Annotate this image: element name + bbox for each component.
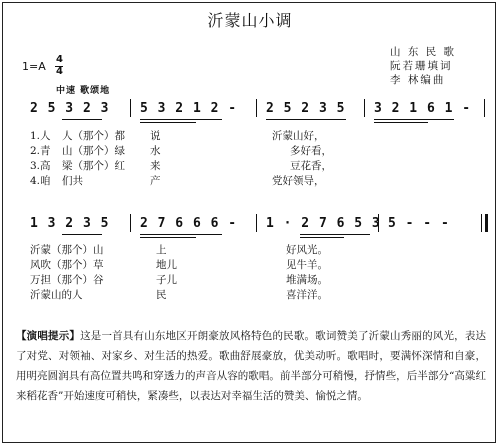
underline-beam: [140, 119, 222, 120]
underline-beam: [266, 119, 346, 120]
lyric-v4-a: 4.咱: [30, 175, 51, 187]
lyric-v2-a: 2.青: [30, 145, 51, 157]
lyric-l2-v2-c: 见牛羊。: [286, 259, 328, 271]
line2-measure-1: 1 3 2 3 5: [30, 216, 110, 231]
line1-measure-2: 5 3 2 1 2 -: [140, 101, 238, 116]
credit-lyricist: 阮若珊填词: [390, 60, 453, 72]
underline-beam: [374, 122, 428, 123]
key-signature: 1=A: [22, 60, 46, 73]
line2-measure-4: 5 - - -: [388, 216, 450, 231]
tips-text: 这是一首具有山东地区开朗豪放风格特色的民歌。歌词赞美了沂蒙山秀丽的风光，表达了对党、对领袖、对家乡、对生活的热爱。歌曲舒展豪放，优美动听。歌唱时，要满怀深情和自豪，用明亮圆润具有高位置共鸣和穿透力的声音从容的歌唱。前半部分可稍慢，抒情些，后半部分“高粱红来稻花香”开始速度可稍快，紧凑些，以表达对幸福生活的赞美、愉悦之情。: [16, 330, 487, 402]
lyric-l2-v3-b: 子儿: [156, 274, 177, 286]
underline-beam: [300, 234, 370, 235]
lyric-v1-b: 人（那个）都: [62, 130, 125, 142]
barline: [256, 214, 257, 232]
line2-measure-2: 2 7 6 6 6 -: [140, 216, 238, 231]
underline-beam: [140, 234, 222, 235]
lyric-v2-b: 山（那个）绿: [62, 145, 125, 157]
lyric-l2-v2-a: 风吹（那个）草: [30, 259, 104, 271]
line2-measure-3: 1 · 2 7 6 5 3: [266, 216, 381, 231]
time-signature-bottom: 4: [56, 66, 63, 77]
lyric-v1-a: 1.人: [30, 130, 51, 142]
time-signature-top: 4: [56, 54, 63, 65]
underline-beam: [300, 237, 344, 238]
line1-measure-3: 2 5 2 3 5: [266, 101, 346, 116]
lyric-l2-v1-c: 好风光。: [286, 244, 328, 256]
barline: [378, 214, 379, 232]
barline: [130, 99, 131, 117]
lyric-v3-b: 梁（那个）红: [62, 160, 125, 172]
line1-measure-1: 2 5 3 2 3: [30, 101, 110, 116]
performance-tips: [16, 326, 486, 406]
lyric-l2-v4-b: 民: [156, 289, 167, 301]
lyric-v1-d: 沂蒙山好，: [272, 130, 325, 142]
lyric-v2-c: 水: [150, 145, 161, 157]
final-barline-thin: [481, 214, 482, 232]
underline-beam: [62, 119, 102, 120]
lyric-l2-v1-a: 沂蒙（那个）山: [30, 244, 104, 256]
lyric-v4-d: 党好领导，: [272, 175, 325, 187]
lyric-v3-a: 3.高: [30, 160, 51, 172]
barline: [130, 214, 131, 232]
lyric-l2-v4-c: 喜洋洋。: [286, 289, 328, 301]
underline-beam: [140, 237, 196, 238]
song-title: 沂蒙山小调: [207, 11, 293, 30]
underline-beam: [374, 119, 454, 120]
underline-beam: [62, 234, 102, 235]
lyric-v3-c: 来: [150, 160, 161, 172]
lyric-v1-c: 说: [150, 130, 161, 142]
lyric-l2-v3-a: 万担（那个）谷: [30, 274, 104, 286]
lyric-v4-b: 们共: [62, 175, 83, 187]
lyric-v2-d: 多好看，: [290, 145, 332, 157]
lyric-l2-v4-a: 沂蒙山的人: [30, 289, 83, 301]
credit-origin: 山 东 民 歌: [390, 46, 457, 58]
underline-beam: [140, 122, 196, 123]
barline: [484, 99, 485, 117]
credit-arranger: 李 林编曲: [390, 74, 446, 86]
lyric-l2-v1-b: 上: [156, 244, 167, 256]
lyric-v4-c: 产: [150, 175, 161, 187]
barline: [364, 99, 365, 117]
tempo-marking: 中速 歌颂地: [56, 86, 111, 96]
final-barline-thick: [485, 214, 488, 232]
barline: [256, 99, 257, 117]
tips-label: 【演唱提示】: [16, 330, 81, 342]
lyric-l2-v2-b: 地儿: [156, 259, 177, 271]
lyric-l2-v3-c: 堆满场。: [286, 274, 328, 286]
lyric-v3-d: 豆花香，: [290, 160, 332, 172]
line1-measure-4: 3 2 1 6 1 -: [374, 101, 472, 116]
